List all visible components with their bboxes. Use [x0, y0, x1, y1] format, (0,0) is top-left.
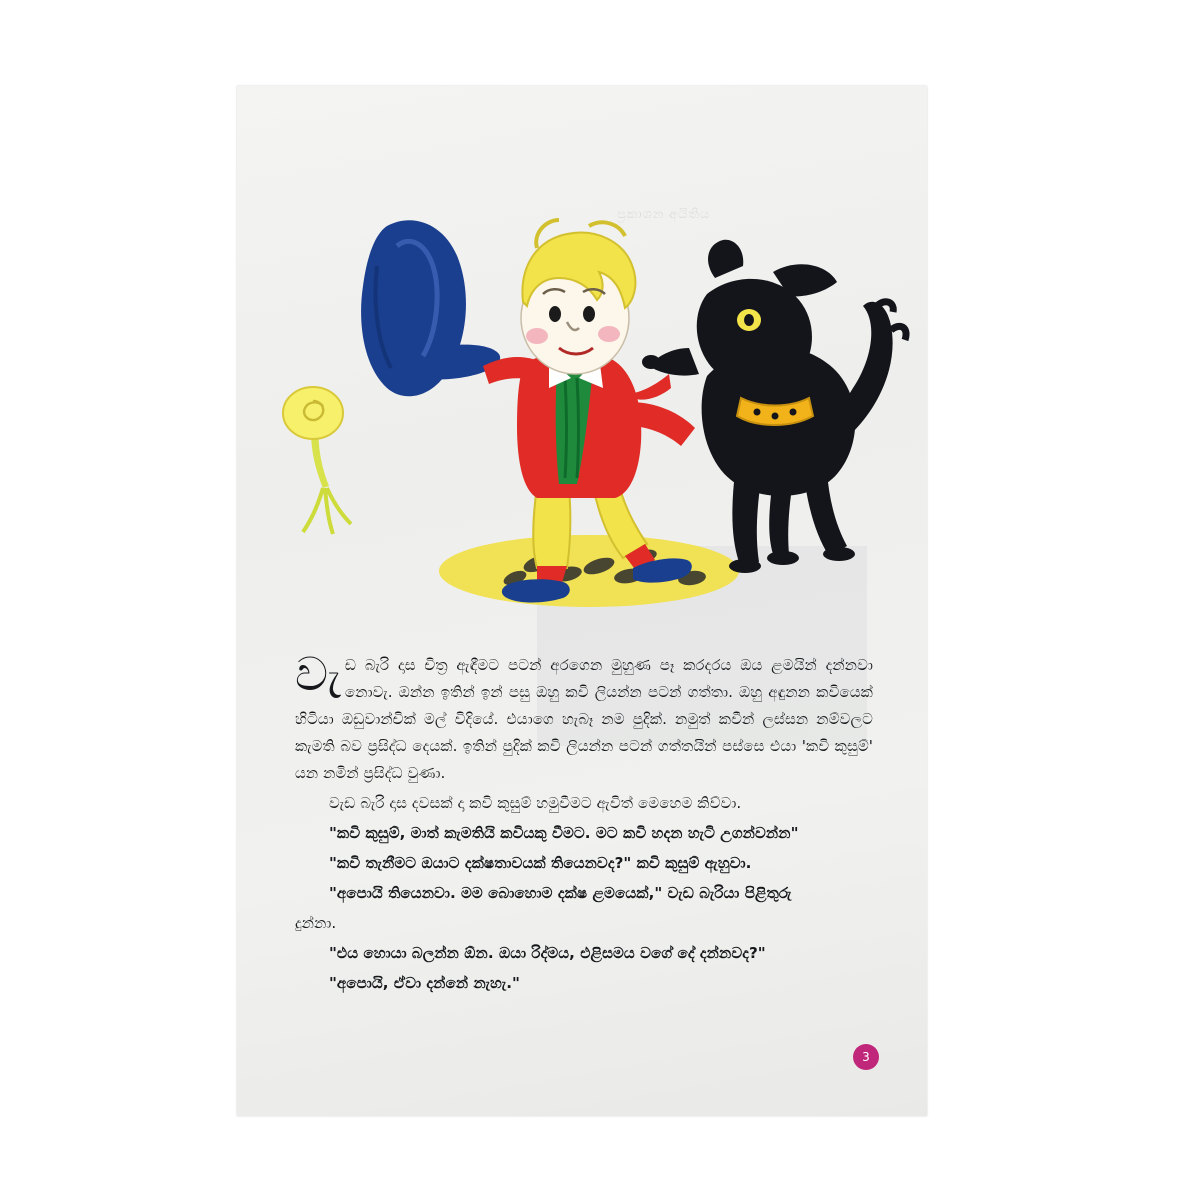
- paragraph-text: ඩ බැරි දාස චිත්‍ර ඇඳීමට පටන් අරගෙන මුහුණ පෑ කරදරය ඔය ළමයින් දන්නවා නොවැ. ඔන්න ඉතින් ඉන් පසු ඔහු කවි ලියන්න පටන් ගත්තා. ඔහු අඳුනන කවියෙක් හිටියා ඔඩුවාන්චික් මල් විදියේ. එයාගෙ හැබෑ නම පුදික්. නමුත් කවීන් ලස්සන නම්වලට කැමති බව ප්‍රසිද්ධ දෙයක්. ඉතින් පුදික් කවි ලියන්න පටන් ගත්තයින් පස්සෙ එයා 'කවි කුසුම්' යන නමින් ප්‍රසිද්ධ වුණා.: [295, 656, 873, 782]
- flower: [283, 387, 351, 534]
- paragraph-text: වැඩ බැරි දාස දවසක් දා කවි කුසුම් හමුවීමට ඇවිත් මෙහෙම කිව්වා.: [329, 794, 742, 812]
- paragraph-text: "අපොයි, ඒවා දන්නේ නැහැ.": [329, 974, 520, 992]
- drop-cap: වැ: [295, 647, 341, 701]
- paragraph-text: "කවි කුසුම්, මාත් කැමතියි කවියකු වීමට. මට කවි හදන හැටි උගන්වන්න": [329, 824, 799, 842]
- paragraph-text: දුන්නා.: [295, 914, 337, 932]
- book-page: [237, 86, 927, 1116]
- bleed-through-text: ප්‍රකාශන අයිතිය: [617, 206, 711, 221]
- paragraph: [295, 910, 873, 937]
- paragraph: [295, 940, 873, 967]
- paragraph: [295, 850, 873, 877]
- paragraph: [295, 970, 873, 997]
- page-number-badge: 3: [853, 1044, 879, 1070]
- paragraph: [295, 790, 873, 817]
- paragraph: [295, 820, 873, 847]
- paragraph: [295, 880, 873, 907]
- paragraph-text: "එය හොයා බලන්න ඕන. ඔයා රිද්මය, එළිසමය වගේ දේ දන්නවද?": [329, 944, 766, 962]
- paragraph-text: "කවි තැනීමට ඔයාට දක්ෂතාවයක් තියෙනවද?" කවි කුසුම් ඇහුවා.: [329, 854, 752, 872]
- black-dog: [629, 240, 906, 573]
- paragraph: [295, 647, 873, 787]
- blue-hat: [361, 220, 500, 396]
- illustration-boy-with-hat-and-black-dog: [237, 116, 927, 646]
- paragraph-text: "අපොයි තියෙනවා. මම බොහොම දක්ෂ ළමයෙක්," වැඩ බැරියා පිළිතුරු: [329, 884, 792, 902]
- story-text-block: [295, 647, 873, 1000]
